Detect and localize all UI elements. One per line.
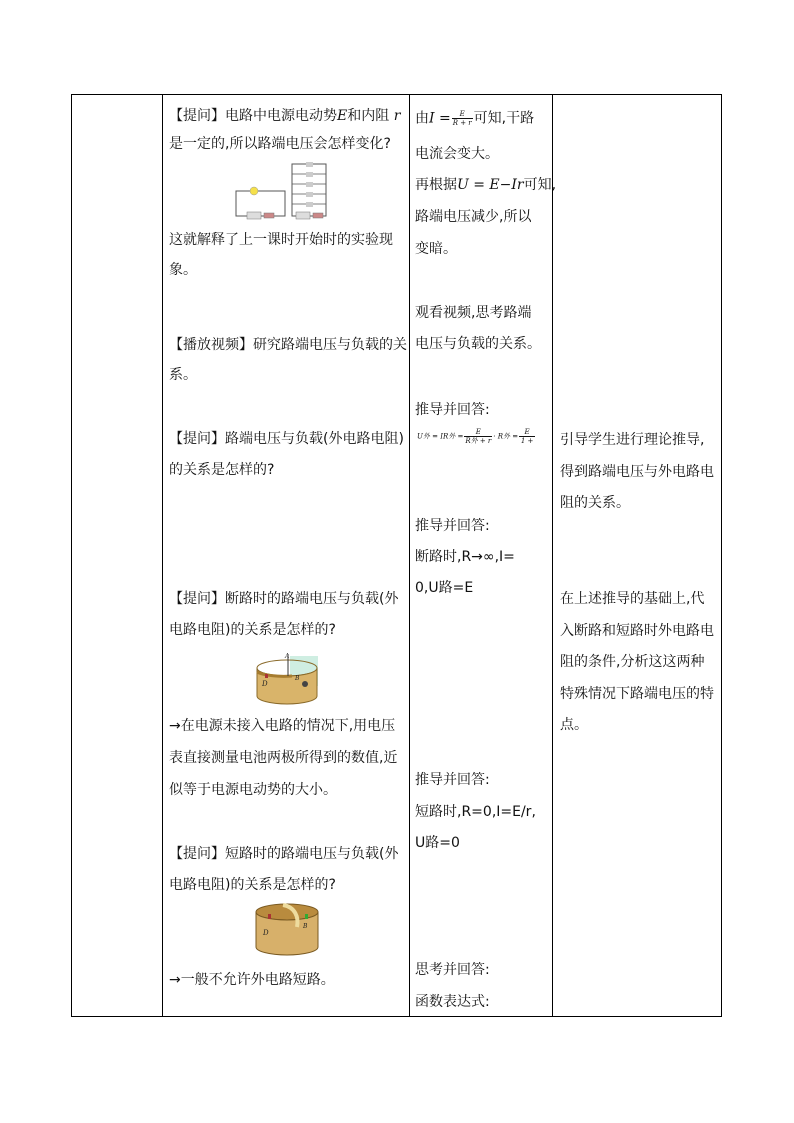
think-answer-label: 思考并回答: [415,962,490,978]
terminal-voltage-line3: 变暗。 [415,241,457,257]
terminal-voltage-line2: 路端电压减少,所以 [415,209,532,225]
guide-intent-line3: 阻的关系。 [560,495,630,511]
play-video-line1: 【播放视频】研究路端电压与负载的关 [169,337,407,353]
explain-line2: 象。 [169,262,197,278]
watch-video-line1: 观看视频,思考路端 [415,305,532,321]
open-circuit-note-line3: 似等于电源电动势的大小。 [169,782,337,798]
short-circuit-note: →一般不允许外电路短路。 [169,972,335,988]
question-short-line1: 【提问】短路时的路端电压与负载(外 [169,846,399,862]
cylinder-label-D: D [263,929,269,937]
derive-answer-label-2: 推导并回答: [415,518,490,534]
short-circuit-answer-line1: 短路时,R=0,I=E/r, [415,804,536,820]
ohm-law-line2: 电流会变大。 [415,146,499,162]
watch-video-line2: 电压与负载的关系。 [415,336,541,352]
question-load-line1: 【提问】路端电压与负载(外电路电阻) [169,431,404,447]
substitute-intent-line3: 阻的条件,分析这这两种 [560,654,705,670]
short-circuit-answer-line2: U路=0 [415,835,460,851]
derive-answer-label-3: 推导并回答: [415,772,490,788]
terminal-voltage-line1: 再根据U = E−Ir可知, [415,177,557,193]
question-short-line2: 电路电阻)的关系是怎样的? [169,877,336,893]
column-divider-1 [162,94,163,1017]
open-circuit-answer-line1: 断路时,R→∞,I= [415,549,515,565]
substitute-intent-line4: 特殊情况下路端电压的特 [560,686,714,702]
cylinder-open-circuit-figure [252,650,322,708]
cylinder-label-D: D [262,680,268,688]
guide-intent-line2: 得到路端电压与外电路电 [560,464,714,480]
cylinder-label-B: B [295,675,300,682]
cylinder-short-circuit-figure [253,901,321,959]
question-emf-line1: 【提问】电路中电源电动势E和内阻 r [169,108,401,124]
question-load-line2: 的关系是怎样的? [169,462,275,478]
function-expression-label: 函数表达式: [415,994,490,1010]
substitute-intent-line1: 在上述推导的基础上,代 [560,591,705,607]
substitute-intent-line2: 入断路和短路时外电路电 [560,623,714,639]
cylinder-label-B: B [303,923,308,930]
open-circuit-note-line1: →在电源未接入电路的情况下,用电压 [169,718,396,734]
ohm-law-line1: 由I = $\frac{E}{R + r}$ 可知,干路 [415,110,535,127]
derive-answer-label-1: 推导并回答: [415,402,490,418]
column-divider-3 [552,94,553,1017]
question-open-line2: 电路电阻)的关系是怎样的? [169,622,336,638]
play-video-line2: 系。 [169,367,197,383]
guide-intent-line1: 引导学生进行理论推导, [560,432,705,448]
explain-line1: 这就解释了上一课时开始时的实验现 [169,232,393,248]
derivation-formula: U外 = IR外 = $\frac{E}{\text{R外 + r}}$ · R外 = $\frac{E}{1 +}$ [417,428,534,445]
open-circuit-answer-line2: 0,U路=E [415,580,474,596]
column-divider-2 [409,94,410,1017]
circuit-diagram-figure [234,160,330,222]
question-emf-line2: 是一定的,所以路端电压会怎样变化? [169,136,391,152]
open-circuit-note-line2: 表直接测量电池两极所得到的数值,近 [169,750,398,766]
cylinder-label-A: A [285,653,290,660]
question-open-line1: 【提问】断路时的路端电压与负载(外 [169,591,399,607]
substitute-intent-line5: 点。 [560,717,588,733]
